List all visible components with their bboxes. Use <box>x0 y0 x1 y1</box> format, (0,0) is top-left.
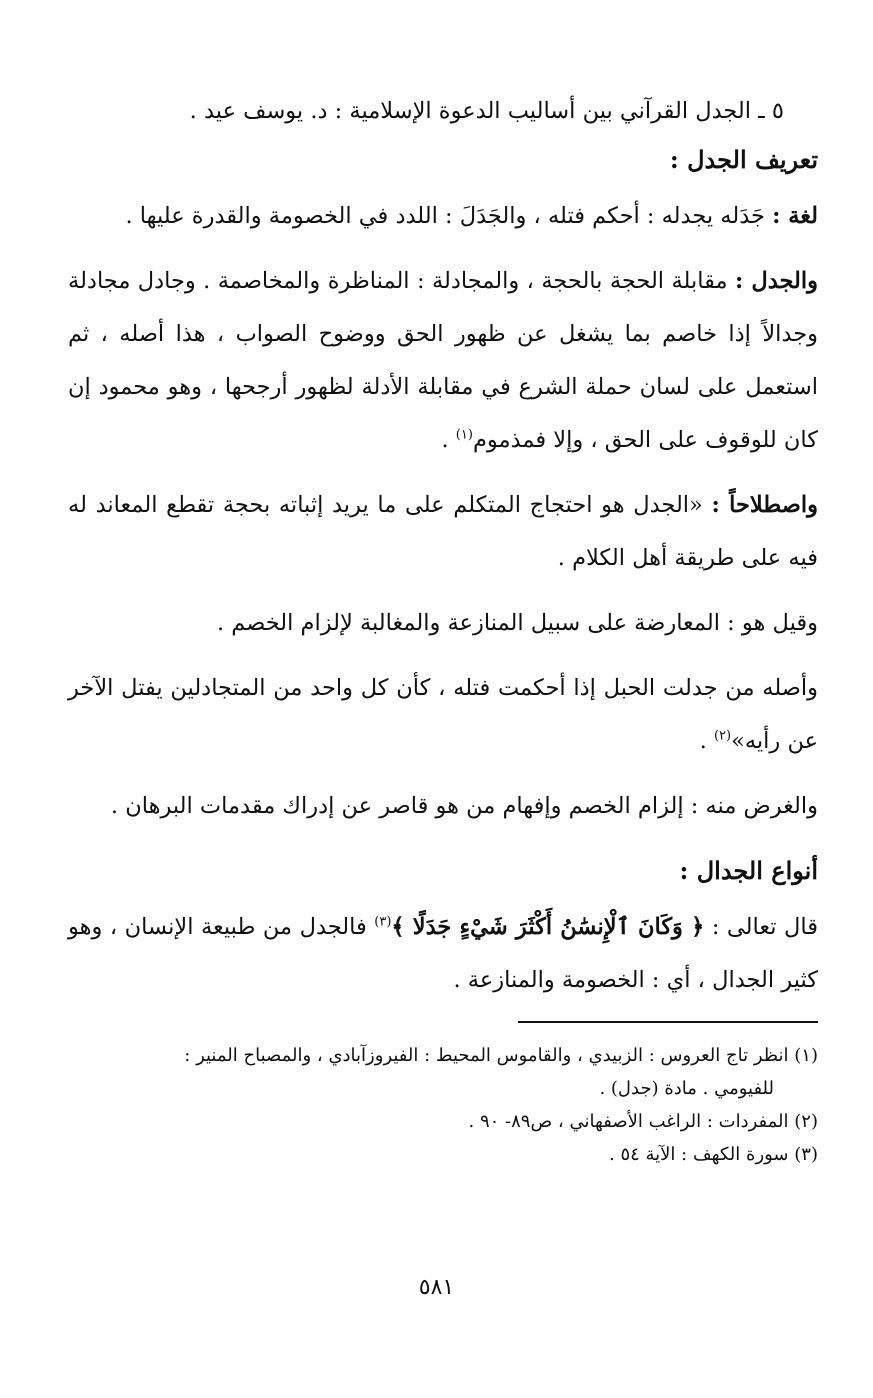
paragraph-jadal <box>68 255 818 467</box>
paragraph-qala <box>68 901 818 1007</box>
text-lugha: جَدَله يجدله : أحكم فتله ، والجَدَلَ : اللدد في الخصومة والقدرة عليها . <box>125 203 765 229</box>
page-body <box>68 92 818 1338</box>
quran-verse: ﴿ وَكَانَ ٱلْإِنسَٰنُ أَكْثَرَ شَيْءٍ جَدَلًا ﴾ <box>391 914 705 940</box>
term-lugha: لغة : <box>772 203 818 229</box>
footnote-number: (١) <box>794 1045 818 1066</box>
footnote-number: (٢) <box>794 1111 818 1132</box>
text-asl-end: . <box>699 728 714 754</box>
term-jadal: والجدل : <box>734 268 819 294</box>
text-qala-lead: قال تعالى : <box>704 914 818 940</box>
text-qala: فالجدل من طبيعة الإنسان ، وهو كثير الجدال ، أي : الخصومة والمنازعة . <box>68 914 818 993</box>
heading-types: أنواع الجدال : <box>679 856 818 885</box>
footnote-divider <box>518 1021 818 1023</box>
paragraph-gharad: والغرض منه : إلزام الخصم وإفهام من هو قاصر عن إدراك مقدمات البرهان . <box>110 793 818 819</box>
footnote-1-continued: للفيومي . مادة (جدل) . <box>599 1078 774 1099</box>
paragraph-qila: وقيل هو : المعارضة على سبيل المنازعة والمغالبة لإلزام الخصم . <box>216 610 818 636</box>
reference-item: ٥ ـ الجدل القرآني بين أساليب الدعوة الإسلامية : د. يوسف عيد . <box>189 98 784 124</box>
text-jadal-end: . <box>441 427 456 453</box>
footnote-3 <box>68 1138 818 1171</box>
footnote-marker-1[interactable]: (١) <box>455 427 473 443</box>
footnote-text: المفردات : الراغب الأصفهاني ، ص٨٩- ٩٠ . <box>468 1111 789 1132</box>
heading-definition: تعريف الجدل : <box>669 145 818 174</box>
term-istilah: واصطلاحاً : <box>711 492 818 518</box>
footnote-number: (٣) <box>794 1144 818 1165</box>
page-number: ٥٨١ <box>418 1275 455 1300</box>
paragraph-lugha <box>68 190 818 243</box>
text-asl: وأصله من جدلت الحبل إذا أحكمت فتله ، كأن كل واحد من المتجادلين يفتل الآخر عن رأيه» <box>68 675 818 754</box>
footnote-text: سورة الكهف : الآية ٥٤ . <box>608 1144 789 1165</box>
footnote-1 <box>68 1039 818 1072</box>
text-istilah: «الجدل هو احتجاج المتكلم على ما يريد إثباته بحجة تقطع المعاند له فيه على طريقة أهل الكلام . <box>68 492 818 571</box>
footnote-2 <box>68 1105 818 1138</box>
paragraph-asl <box>68 662 818 768</box>
footnote-marker-2[interactable]: (٢) <box>713 728 732 744</box>
footnotes <box>68 1039 818 1171</box>
footnote-marker-3[interactable]: (٣) <box>374 914 392 930</box>
footnote-text: انظر تاج العروس : الزبيدي ، والقاموس المحيط : الفيروزآبادي ، والمصباح المنير : <box>184 1045 789 1066</box>
paragraph-istilah <box>68 479 818 585</box>
text-jadal: مقابلة الحجة بالحجة ، والمجادلة : المناظرة والمخاصمة . وجادل مجادلة وجدالاً إذا خاصم بما يشغل عن ظهور الحق ووضوح الصواب ، هذا أصله ، ثم استعمل على لسان حملة الشرع في مقابلة الأدلة لظهور أرجحها ، وهو محمود إن كان للوقوف على الحق ، وإلا فمذموم <box>68 268 818 453</box>
